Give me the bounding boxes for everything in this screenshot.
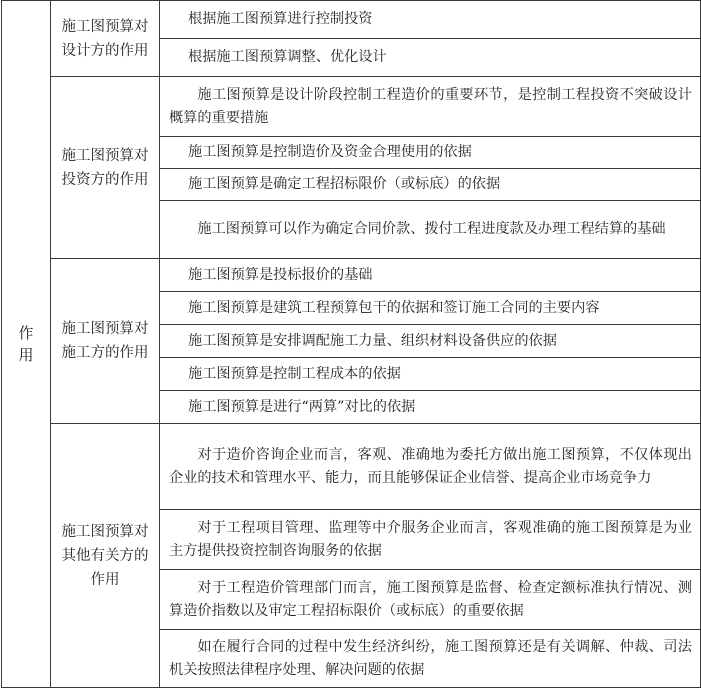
list-item: 施工图预算是安排调配施工力量、组织材料设备供应的依据 bbox=[160, 325, 701, 358]
list-item: 施工图预算是建筑工程预算包干的依据和签订施工合同的主要内容 bbox=[160, 292, 701, 325]
list-item: 施工图预算是确定工程招标限价（或标底）的依据 bbox=[160, 169, 701, 201]
list-item: 对于造价咨询企业而言，客观、准确地为委托方做出施工图预算，不仅体现出企业的技术和管理水平、能力，而且能够保证企业信誉、提高企业市场竞争力 bbox=[160, 424, 701, 510]
group-label-designer: 施工图预算对设计方的作用 bbox=[51, 1, 160, 77]
list-item: 施工图预算是控制工程成本的依据 bbox=[160, 358, 701, 391]
list-item: 施工图预算是控制造价及资金合理使用的依据 bbox=[160, 137, 701, 169]
group-label-investor: 施工图预算对投资方的作用 bbox=[51, 77, 160, 259]
group-label-other-parties: 施工图预算对其他有关方的作用 bbox=[51, 424, 160, 688]
list-item: 施工图预算是设计阶段控制工程造价的重要环节，是控制工程投资不突破设计概算的重要措施 bbox=[160, 77, 701, 137]
list-item: 根据施工图预算调整、优化设计 bbox=[160, 39, 701, 77]
list-item: 对于工程造价管理部门而言，施工图预算是监督、检查定额标准执行情况、测算造价指数以及审定工程招标限价（或标底）的重要依据 bbox=[160, 570, 701, 630]
list-item: 施工图预算可以作为确定合同价款、拨付工程进度款及办理工程结算的基础 bbox=[160, 201, 701, 259]
row-label-char-2: 用 bbox=[18, 346, 34, 364]
list-item: 如在履行合同的过程中发生经济纠纷，施工图预算还是有关调解、仲裁、司法机关按照法律程序处理、解决问题的依据 bbox=[160, 630, 701, 688]
list-item: 根据施工图预算进行控制投资 bbox=[160, 1, 701, 39]
group-label-contractor: 施工图预算对施工方的作用 bbox=[51, 259, 160, 424]
list-item: 施工图预算是投标报价的基础 bbox=[160, 259, 701, 292]
function-table bbox=[1, 0, 701, 688]
list-item: 对于工程项目管理、监理等中介服务企业而言，客观准确的施工图预算是为业主方提供投资控制咨询服务的依据 bbox=[160, 510, 701, 570]
list-item: 施工图预算是进行“两算”对比的依据 bbox=[160, 391, 701, 424]
row-label-zuoyong bbox=[2, 1, 51, 688]
row-label-char-1: 作 bbox=[18, 324, 34, 342]
